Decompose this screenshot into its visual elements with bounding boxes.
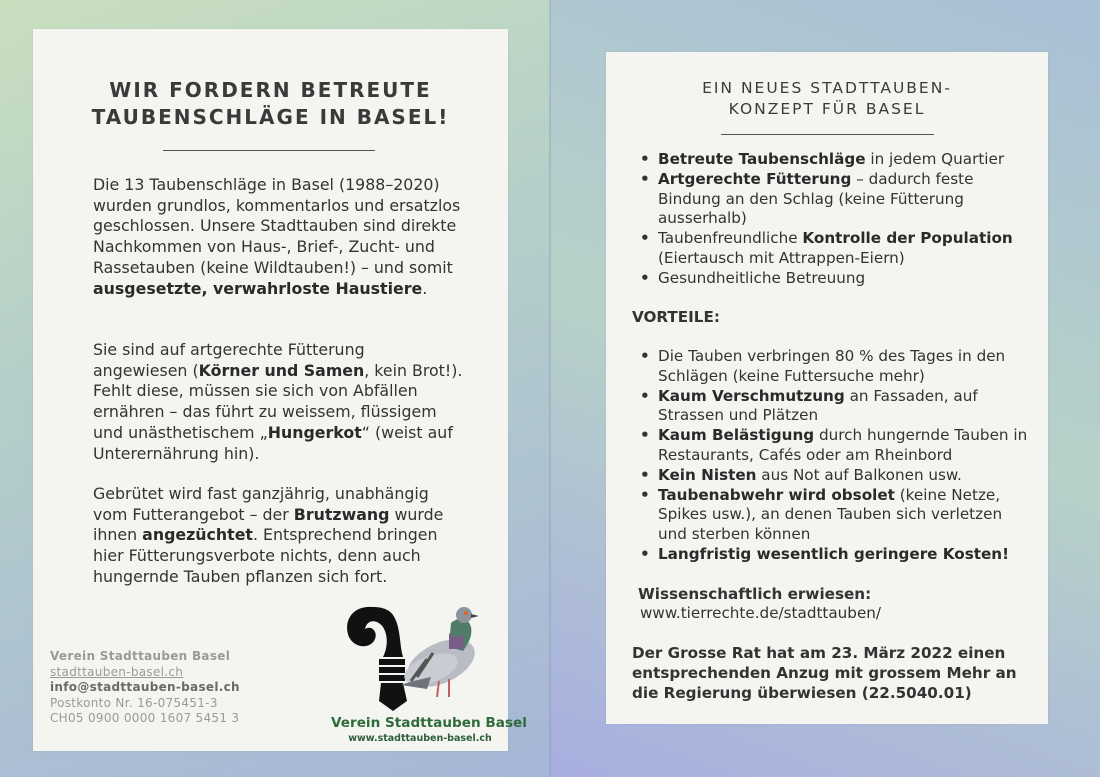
science-url[interactable]: www.tierrechte.de/stadttauben/ [640, 604, 882, 622]
left-title [33, 77, 508, 131]
bold-phrase: Taubenabwehr wird obsolet [658, 485, 895, 504]
bold-phrase: Kontrolle der Population [802, 229, 1013, 248]
concept-list [632, 150, 1032, 289]
right-title-rule [721, 134, 934, 135]
text-run: durch hungernde Tauben in Restaurants, Cafés oder am Rheinbord [658, 426, 1028, 464]
list-item [632, 170, 1032, 229]
bold-phrase: Artgerechte Fütterung [658, 169, 852, 188]
right-title-line2: KONZEPT FÜR BASEL [728, 100, 926, 118]
vorteile-label: VORTEILE: [632, 308, 720, 326]
list-item [632, 229, 1032, 269]
footer-postkonto: Postkonto Nr. 16-075451-3 [50, 695, 218, 710]
science-label: Wissenschaftlich erwiesen: [638, 585, 872, 603]
bold-phrase: Kaum Verschmutzung [658, 386, 845, 405]
paragraph-closure [93, 175, 463, 299]
bold-phrase: ausgesetzte, verwahrloste Haustiere [93, 278, 423, 298]
list-item [632, 347, 1032, 387]
vorteile-list [632, 347, 1032, 565]
footer-iban: CH05 0900 0000 1607 5451 3 [50, 711, 240, 726]
fold-divider [549, 0, 551, 777]
text-run: Sie sind auf artgerechte Fütterung angewiesen ( [93, 340, 365, 380]
bold-phrase: Kaum Belästigung [658, 426, 815, 445]
closing-statement: Der Grosse Rat hat am 23. März 2022 einen entsprechenden Anzug mit grossem Mehr an die Regierung überwiesen (22.5040.01) [632, 644, 1017, 702]
left-title-rule [163, 150, 375, 151]
left-title-line1: WIR FORDERN BETREUTE [109, 78, 432, 102]
text-run: Gebrütet wird fast ganzjährig, unabhängig vom Futterangebot – der [93, 484, 429, 524]
text-run: in jedem Quartier [865, 150, 1005, 168]
footer-email-link[interactable]: info@stadttauben-basel.ch [50, 680, 240, 695]
text-run: (Eiertausch mit Attrappen-Eiern) [658, 248, 905, 267]
contact-footer [50, 649, 240, 727]
text-run: Taubenfreundliche [658, 229, 803, 248]
footer-website-link[interactable]: stadttauben-basel.ch [50, 664, 184, 679]
bold-phrase: angezüchtet [142, 525, 253, 545]
list-item [632, 387, 1032, 427]
right-title [606, 78, 1048, 120]
text-run: “ (weist auf Unterernährung hin). [93, 422, 453, 463]
right-title-line1: EIN NEUES STADTTAUBEN- [702, 79, 952, 97]
text-run: an Fassaden, auf Strassen und Plätzen [658, 386, 978, 425]
paragraph-breeding [93, 484, 463, 588]
list-item [632, 466, 1032, 486]
bold-phrase: Betreute Taubenschläge [658, 150, 866, 168]
list-item [632, 426, 1032, 466]
bold-phrase: Langfristig wesentlich geringere Kosten! [658, 544, 1010, 563]
bold-phrase: Hungerkot [267, 422, 362, 442]
list-item [632, 150, 1032, 170]
text-run: , kein Brot!). Fehlt diese, müssen sie sich von Abfällen ernähren – das führt zu weissem, flüssigem und unästhetischem „ [93, 360, 463, 442]
text-run: . Entsprechend bringen hier Fütterungsverbote nichts, denn auch hungernde Tauben pflanzen sich fort. [93, 525, 438, 586]
logo-title: Verein Stadttauben Basel [331, 715, 527, 731]
bold-phrase: Brutzwang [293, 504, 390, 524]
text-run: (keine Netze, Spikes usw.), an denen Tauben sich verletzen und sterben können [658, 485, 1003, 544]
left-flyer-card [33, 29, 527, 751]
logo-url: www.stadttauben-basel.ch [348, 733, 492, 744]
list-item [632, 545, 1032, 565]
text-run: aus Not auf Balkonen usw. [756, 465, 962, 484]
text-run: Die 13 Taubenschläge in Basel (1988–2020) wurden grundlos, kommentarlos und ersatzlos geschlossen. Unsere Stadttauben sind direkte Nachkommen von Haus-, Brief-, Zucht- und Rassetauben (keine Wildtauben!) – und somit [93, 175, 461, 277]
left-title-line2: TAUBENSCHLÄGE IN BASEL! [91, 105, 450, 129]
right-flyer-card [606, 52, 1048, 724]
basel-staff-pigeon-icon [331, 593, 509, 715]
bold-phrase: Körner und Samen [198, 360, 365, 380]
list-item [632, 486, 1032, 545]
text-run: . [422, 278, 428, 298]
association-logo [331, 593, 527, 745]
text-run: Gesundheitliche Betreuung [658, 268, 866, 287]
footer-org-name: Verein Stadttauben Basel [50, 649, 231, 663]
list-item [632, 269, 1032, 289]
text-run: wurde ihnen [93, 504, 444, 545]
paragraph-feeding [93, 340, 463, 464]
bold-phrase: Kein Nisten [658, 465, 757, 484]
text-run: – dadurch feste Bindung an den Schlag (keine Fütterung ausserhalb) [658, 169, 974, 228]
text-run: Die Tauben verbringen 80 % des Tages in den Schlägen (keine Futtersuche mehr) [658, 347, 1006, 385]
